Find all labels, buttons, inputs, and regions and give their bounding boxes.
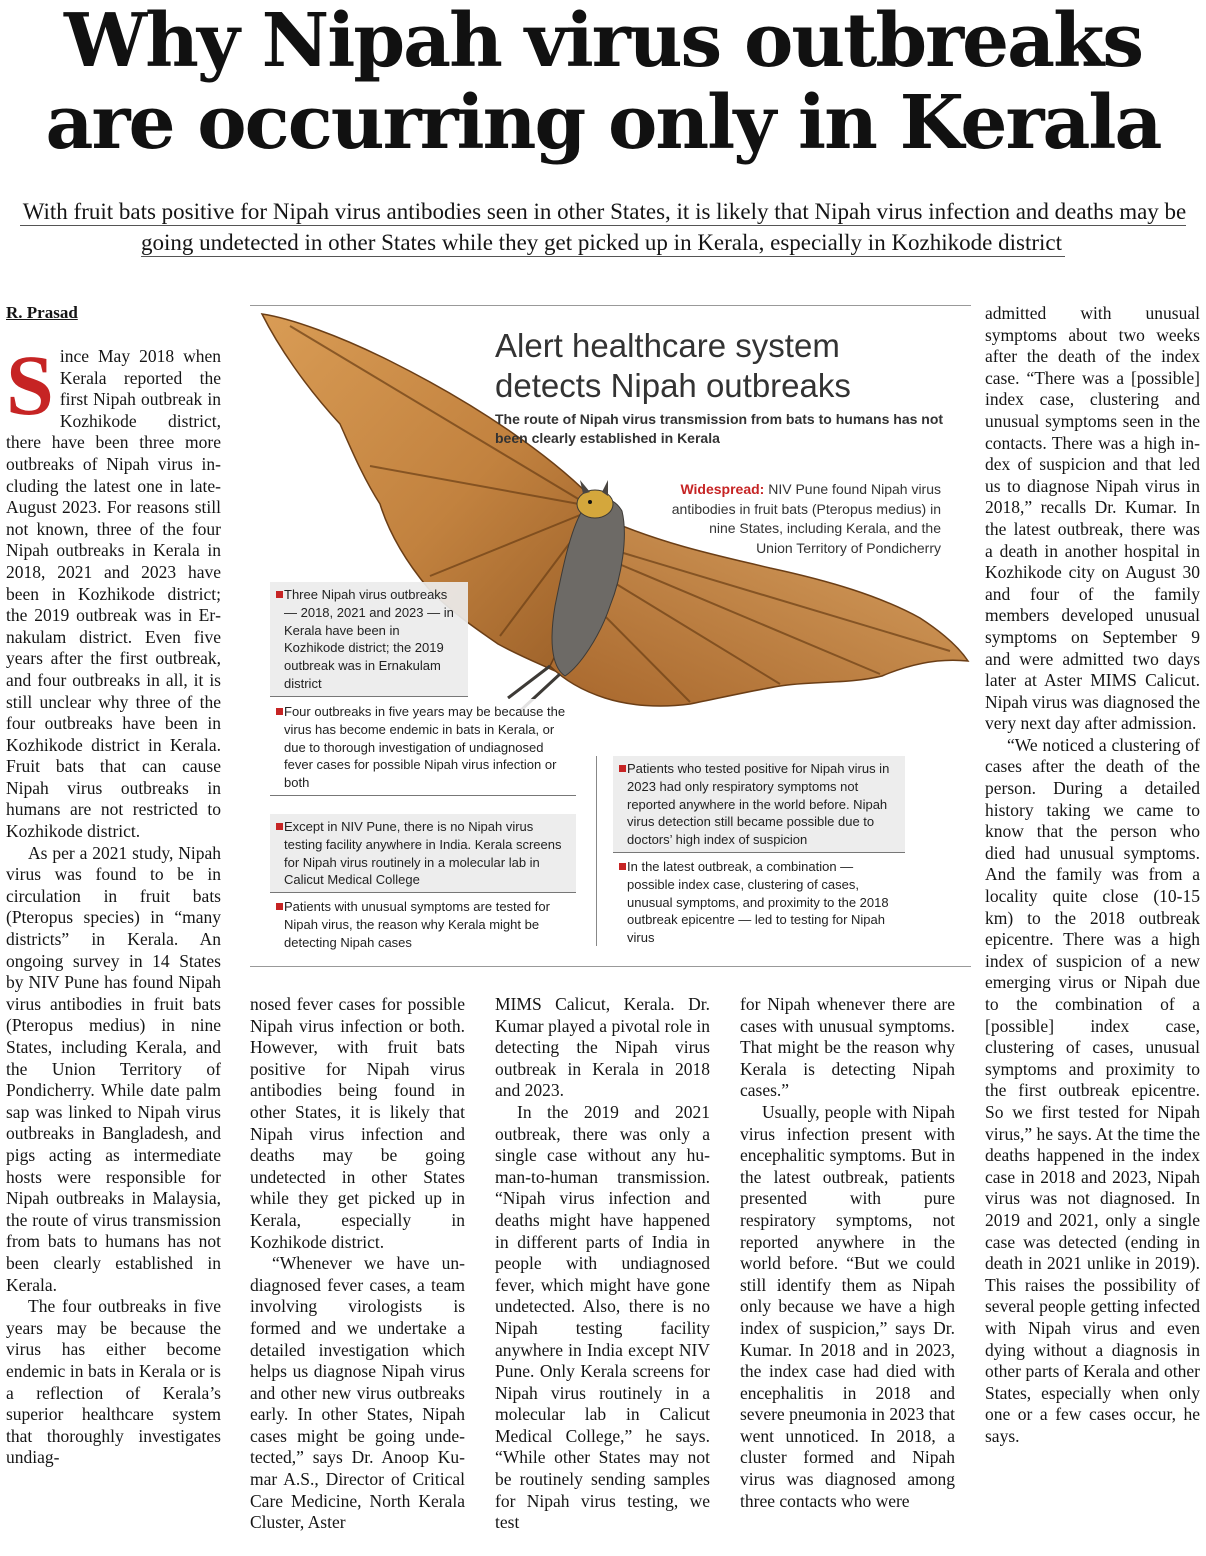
bullet-square-icon bbox=[276, 708, 283, 715]
bullet-square-icon bbox=[276, 591, 283, 598]
note-text: In the latest outbreak, a combination — possible index case, clustering of cases, unusual symptoms, and proximity to the 2018 outbreak epicentre — led to testing for Nipah virus bbox=[627, 859, 889, 946]
divider bbox=[596, 756, 597, 946]
article-column-4 bbox=[740, 994, 955, 1512]
article-column-5 bbox=[985, 303, 1200, 1447]
bullet-square-icon bbox=[276, 903, 283, 910]
paragraph: “We noticed a clustering of cases after the death of the person. During a detailed history taking we came to know that the person who died had unusual symptoms. And the family was from a locality quite close (10-15 km) to the 2018 outbreak epicentre. There was a high index of suspicion of a new emerging virus or Nipah due to the combination of a [possible] index case, clustering of cases, unusual symptoms and proximity to the first outbreak epicentre. So we first tested for Nipah virus,” he says. At the time the deaths happened in the index case in 2018 and 2023, Nipah virus was not diagnosed. In 2019 and 2021, only a single case was detected (ending in death in 2021 unlike in 2019). This raises the possibility of several people getting infected with Nipah virus and even dying without a diagnosis in other parts of Kerala and other States, especially when only one or a few cases occur, he says. bbox=[985, 734, 1200, 1446]
deck-subheadline bbox=[0, 196, 1206, 258]
paragraph: In the 2019 and 2021 outbreak, there was only a single case without any human-to-human transmission. “Nipah virus infection and deaths might have happened in different parts of India in people with undiagnosed fever, which might have gone undetected. Also, there is no Nipah testing facility anywhere in India except NIV Pune. Only Kerala screens for Nipah virus routinely in a molecular lab in Calicut Medical College,” he says. “While other States may not be routinely sending samples for Nipah virus testing, we test bbox=[495, 1101, 710, 1533]
paragraph-text: ince May 2018 when Kerala reported the first Nipah outbreak in Kozhikode district, there have been three more outbreaks of Nipah virus including the latest one in late-August 2023. For reasons still not known, three of the four Nipah outbreaks in Kerala in 2018, 2021 and 2023 have been in Kozhikode district; the 2019 outbreak was in Ernakulam district. Even five years after the first outbreak, and four outbreaks in all, it is still unclear why three of the four outbreaks have been in Kozhikode district in Kerala. Fruit bats that can cause Nipah virus outbreaks in humans are not restricted to Kozhikode district. bbox=[6, 346, 221, 842]
note-text: Four outbreaks in five years may be because the virus has become endemic in bats in Kerala, or due to thorough investigation of undiagnosed fever cases for possible Nipah virus infection or both bbox=[284, 704, 566, 791]
paragraph: The four outbreaks in five years may be because the virus has either become endemic in bats in Kerala or is a reflection of Kerala’s superior healthcare system that thoroughly investigates undiag- bbox=[6, 1296, 221, 1468]
note-box bbox=[270, 814, 576, 893]
widespread-label: Widespread: bbox=[680, 481, 765, 497]
note-text: Except in NIV Pune, there is no Nipah virus testing facility anywhere in India. Kerala screens for Nipah virus routinely in a molecular lab in Calicut Medical College bbox=[284, 819, 562, 888]
note-box bbox=[613, 854, 905, 950]
paragraph: MIMS Calicut, Kerala. Dr. Kumar played a pivotal role in detecting the Nipah virus outbreak in Kerala in 2018 and 2023. bbox=[495, 994, 710, 1101]
note-text: Three Nipah virus outbreaks — 2018, 2021 and 2023 — in Kerala have been in Kozhikode district; the 2019 outbreak was in Ernakulam district bbox=[284, 587, 454, 691]
note-box bbox=[270, 894, 576, 954]
paragraph: for Nipah whenever there are cases with unusual symptoms. That might be the reason why Kerala is detecting Nipah cases.” bbox=[740, 994, 955, 1101]
paragraph: admitted with unusual symptoms about two weeks after the death of the index case. “There was a [possible] index case, clustering and unusual symptoms seen in the contacts. There was a high index of suspicion and that led us to diagnose Nipah virus in 2018,” recalls Dr. Kumar. In the latest outbreak, there was a death in another hospital in Kozhikode city on August 30 and four of the family members developed unusual symptoms on September 9 and were admitted two days later at Aster MIMS Calicut. Nipah virus was diagnosed the very next day after admission. bbox=[985, 303, 1200, 734]
article-column-3 bbox=[495, 994, 710, 1534]
note-box bbox=[270, 582, 468, 697]
graphic-subtitle: The route of Nipah virus transmission from bats to humans has not been clearly established in Kerala bbox=[495, 411, 944, 446]
paragraph: “Whenever we have undiagnosed fever cases, a team involving virologists is formed and we undertake a detailed investigation which helps us diagnose Nipah virus and other new virus outbreaks early. In other States, Nipah cases might be going undetected,” says Dr. Anoop Kumar A.S., Director of Critical Care Medicine, North Kerala Cluster, Aster bbox=[250, 1253, 465, 1533]
note-text: Patients who tested positive for Nipah virus in 2023 had only respiratory symptoms not reported anywhere in the world before. Nipah virus detection still became possible due to doctors’ high index of suspicion bbox=[627, 761, 890, 848]
graphic-title bbox=[495, 326, 851, 406]
paragraph: nosed fever cases for possible Nipah virus infection or both. However, with fruit bats positive for Nipah virus antibodies being found in other States, it is likely that Nipah virus infection and deaths may be going undetected in other States while they get picked up in Kerala, especially in Kozhikode district. bbox=[250, 994, 465, 1252]
bullet-square-icon bbox=[276, 823, 283, 830]
drop-cap: S bbox=[6, 337, 54, 433]
article-column-1 bbox=[6, 337, 221, 1469]
note-text: Patients with unusual symptoms are tested for Nipah virus, the reason why Kerala might be detecting Nipah cases bbox=[284, 899, 550, 950]
bullet-square-icon bbox=[619, 863, 626, 870]
paragraph bbox=[6, 337, 221, 843]
paragraph: Usually, people with Nipah virus infection present with encephalitic symptoms. But in the latest outbreak, patients presented with pure respiratory symptoms, not reported anywhere in the world before. “But we could still identify them as Nipah only because we have a high index of suspicion,” says Dr. Kumar. In 2018 and in 2023, the index case had died with encephalitis in 2018 and severe pneumonia in 2023 that went unnoticed. In 2018, a cluster formed and Nipah virus was diagnosed among three contacts who were bbox=[740, 1101, 955, 1511]
widespread-caption bbox=[671, 480, 941, 558]
article-column-2 bbox=[250, 994, 465, 1534]
deck-text: With fruit bats positive for Nipah virus antibodies seen in other States, it is likely that Nipah virus infection and deaths may be going undetected in other States while they get picked up in Kerala, especially in Kozhikode district bbox=[20, 199, 1187, 257]
note-box bbox=[613, 756, 905, 853]
widespread-text: NIV Pune found Nipah virus antibodies in fruit bats (Pteropus medius) in nine States, including Kerala, and the Union Territory of Pondicherry bbox=[671, 481, 941, 556]
paragraph: As per a 2021 study, Nipah virus was found to be in circulation in fruit bats (Pteropus species) in “many districts” in Kerala. An ongoing survey in 14 States by NIV Pune has found Nipah virus antibodies in fruit bats (Pteropus medius) in nine States, including Kerala, and the Union Territory of Pondicherry. While date palm sap was linked to Nipah virus outbreaks in Bangladesh, and pigs acting as intermediate hosts were responsible for Nipah outbreaks in Malaysia, the route of virus transmission from bats to humans has not been clearly established in Kerala. bbox=[6, 842, 221, 1295]
bullet-square-icon bbox=[619, 765, 626, 772]
graphic-title-line1: Alert healthcare system bbox=[495, 327, 840, 364]
infographic bbox=[250, 305, 971, 967]
note-box bbox=[270, 699, 576, 796]
graphic-title-line2: detects Nipah outbreaks bbox=[495, 367, 851, 404]
headline: Why Nipah virus outbreaks are occurring only in Kerala bbox=[45, 0, 1161, 166]
byline[interactable]: R. Prasad bbox=[6, 303, 78, 322]
